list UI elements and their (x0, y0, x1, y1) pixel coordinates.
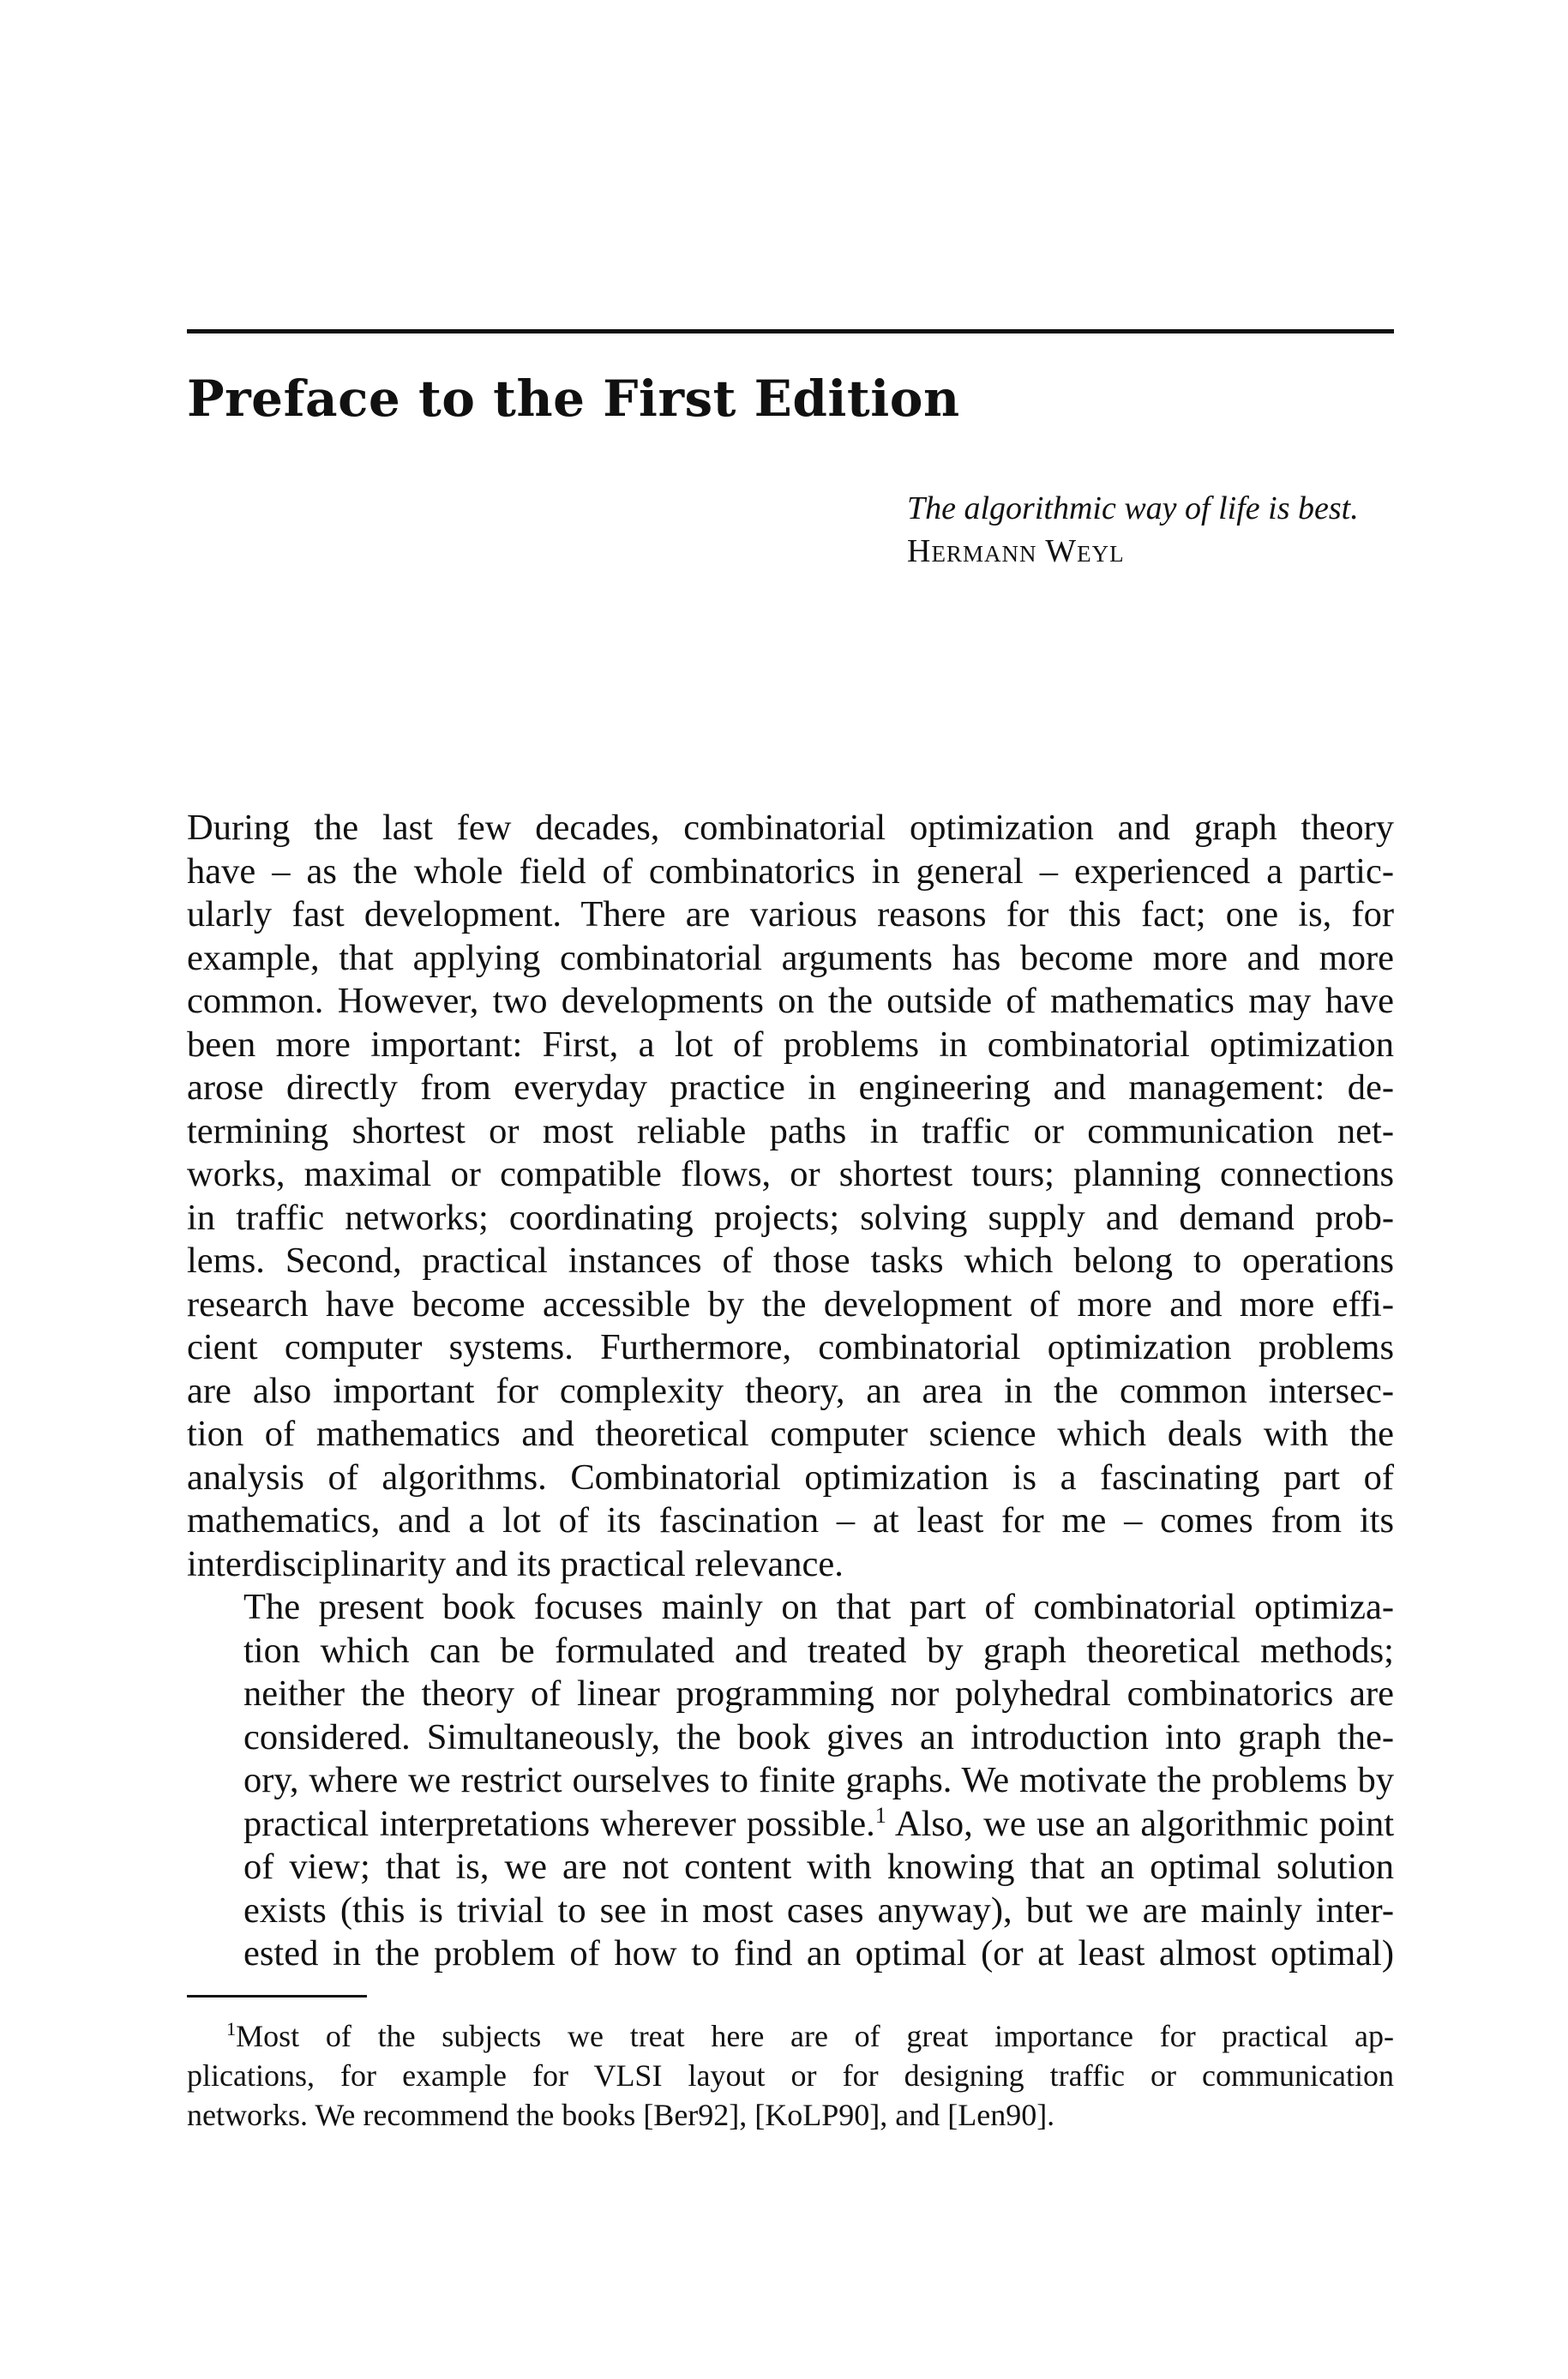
text-line-with-footnote (187, 1803, 1394, 1847)
text-line: common. However, two developments on the outside of mathematics may have (187, 981, 1394, 1021)
text-line: example, that applying combinatorial arguments has become more and more (187, 937, 1394, 978)
footnote-mark: 1 (226, 2018, 237, 2040)
text-segment: Most of the subjects we treat here are of great importance for practical ap- (236, 2019, 1394, 2053)
footnote-line: networks. We recommend the books [Ber92], [KoLP90], and [Len90]. (187, 2098, 1055, 2132)
text-line: ested in the problem of how to find an optimal (or at least almost optimal) (243, 1933, 1394, 1973)
paragraph-2 (187, 1586, 1394, 1976)
footnote-rule (187, 1995, 367, 1998)
paragraph-1 (187, 807, 1394, 1586)
text-line: analysis of algorithms. Combinatorial optimization is a fascinating part of (187, 1457, 1394, 1498)
chapter-top-rule (187, 329, 1394, 333)
text-line: in traffic networks; coordinating projects; solving supply and demand prob- (187, 1197, 1394, 1238)
epigraph (907, 487, 1387, 573)
text-segment: Also, we use an algorithmic point (894, 1803, 1395, 1844)
text-line: exists (this is trivial to see in most cases anyway), but we are mainly inter- (243, 1889, 1394, 1931)
text-line: lems. Second, practical instances of those tasks which belong to operations (187, 1241, 1394, 1281)
text-line: termining shortest or most reliable paths in traffic or communication net- (187, 1110, 1394, 1151)
text-line: ularly fast development. There are various reasons for this fact; one is, for (187, 894, 1394, 934)
text-line: ory, where we restrict ourselves to finite graphs. We motivate the problems by (243, 1760, 1394, 1800)
text-line: tion of mathematics and theoretical computer science which deals with the (187, 1414, 1394, 1454)
footnote-reference[interactable]: 1 (874, 1802, 886, 1828)
footnote-line (187, 2016, 1394, 2056)
text-line: been more important: First, a lot of problems in combinatorial optimization (187, 1024, 1394, 1065)
text-segment: practical interpretations wherever possible. (243, 1803, 875, 1844)
text-line: works, maximal or compatible flows, or shortest tours; planning connections (187, 1154, 1394, 1194)
body-text (187, 807, 1394, 1976)
text-line: mathematics, and a lot of its fascination – at least for me – comes from its (187, 1500, 1394, 1541)
footnote-line: plications, for example for VLSI layout or for designing traffic or communication (187, 2058, 1394, 2093)
text-line: The present book focuses mainly on that part of combinatorial optimiza- (243, 1587, 1394, 1627)
text-line: research have become accessible by the development of more and more effi- (187, 1283, 1394, 1325)
text-line: tion which can be formulated and treated by graph theoretical methods; (243, 1630, 1394, 1671)
epigraph-quote: The algorithmic way of life is best. (907, 490, 1359, 526)
footnote (187, 2016, 1394, 2135)
text-line: neither the theory of linear programming nor polyhedral combinatorics are (243, 1673, 1394, 1714)
text-line: During the last few decades, combinatorial optimization and graph theory (187, 808, 1394, 848)
chapter-title: Preface to the First Edition (187, 369, 960, 428)
epigraph-author: Hermann Weyl (907, 533, 1125, 569)
text-line: considered. Simultaneously, the book gives an introduction into graph the- (243, 1716, 1394, 1757)
text-line: arose directly from everyday practice in engineering and management: de- (187, 1067, 1394, 1108)
text-line: interdisciplinarity and its practical relevance. (187, 1543, 844, 1584)
text-line: have – as the whole field of combinatorics in general – experienced a partic- (187, 850, 1394, 892)
text-line: are also important for complexity theory, an area in the common intersec- (187, 1370, 1394, 1411)
text-line: cient computer systems. Furthermore, combinatorial optimization problems (187, 1327, 1394, 1367)
text-line: of view; that is, we are not content with knowing that an optimal solution (243, 1847, 1394, 1887)
